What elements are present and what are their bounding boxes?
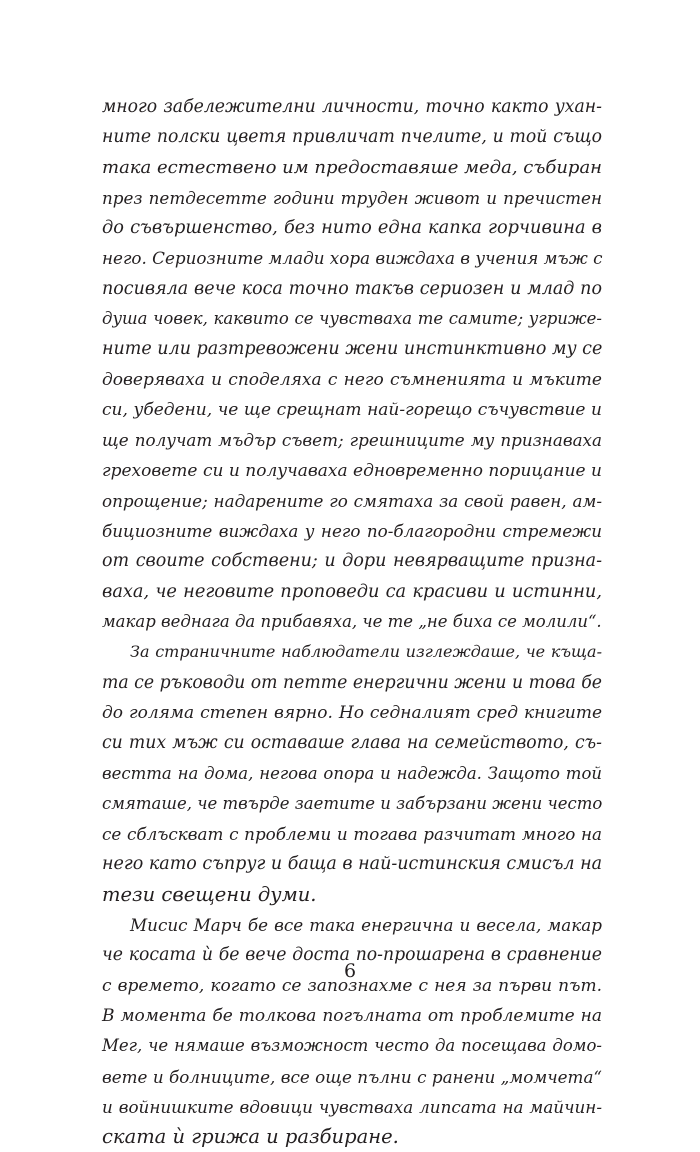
text-line: от своите собствени; и дори невярващите призна- <box>102 551 602 572</box>
text-line: така естествено им предоставяше меда, събиран <box>102 156 603 178</box>
text-line: смяташе, че твърде заетите и забързани жени често <box>102 793 603 813</box>
text-line: греховете си и получаваха едновременно порицание и <box>102 460 602 481</box>
text-line: бициозните виждаха у него по-благородни стремежи <box>102 521 602 542</box>
text-line: вестта на дома, негова опора и надежда. Защото той <box>102 763 602 783</box>
text-line: ще получат мъдър съвет; грешниците му признаваха <box>102 430 602 451</box>
text-line: вете и болниците, все още пълни с ранени „момчета“ <box>102 1066 602 1087</box>
text-line: посивяла вече коса точно такъв сериозен и млад по <box>102 278 602 299</box>
body-text <box>102 92 602 1152</box>
text-line: до голяма степен вярно. Но седналият сред книгите <box>102 702 602 723</box>
text-line: ните или разтревожени жени инстинктивно му се <box>102 339 603 360</box>
text-line: че косата ѝ бе вече доста по-прошарена в сравнение <box>102 945 602 966</box>
text-line: се сблъскват с проблеми и тогава разчитат много на <box>102 824 602 845</box>
text-line: макар веднага да прибавяха, че те „не биха се молили“. <box>102 612 602 632</box>
paragraph <box>102 637 602 910</box>
text-line: си тих мъж си оставаше глава на семейството, съ- <box>102 733 602 754</box>
text-line: Мисис Марч бе все така енергична и весела, макар <box>130 915 602 936</box>
text-line: до съвършенство, без нито една капка горчивина в <box>102 218 602 239</box>
text-line: В момента бе толкова погълната от проблемите на <box>102 1005 602 1026</box>
text-line: през петдесетте години труден живот и пречистен <box>102 187 602 208</box>
text-line: ните полски цветя привличат пчелите, и той също <box>102 127 602 148</box>
text-line: доверяваха и споделяха с него съмненията и мъките <box>102 369 602 390</box>
paragraph <box>102 910 602 1152</box>
text-line: Мег, че нямаше възможност често да посещава домо- <box>102 1036 602 1056</box>
text-line: и войнишките вдовици чувстваха липсата на майчин- <box>102 1096 602 1117</box>
paragraph <box>102 92 602 637</box>
text-line: ваха, че неговите проповеди са красиви и истинни, <box>102 581 602 602</box>
text-line: ската ѝ грижа и разбиране. <box>102 1125 399 1149</box>
text-line: с времето, когато се запознахме с нея за първи път. <box>102 975 602 996</box>
text-line: душа човек, каквито се чувстваха те самите; угриже- <box>102 309 602 329</box>
text-line: та се ръководи от петте енергични жени и това бе <box>102 672 602 693</box>
text-line: тези свещени думи. <box>102 882 317 906</box>
page-number: 6 <box>343 960 357 982</box>
text-line: си, убедени, че ще срещнат най-горещо съчувствие и <box>102 399 602 420</box>
text-line: опрощение; надарените го смятаха за свой равен, ам- <box>102 490 602 511</box>
text-line: него. Сериозните млади хора виждаха в учения мъж с <box>102 248 603 269</box>
text-line: него като съпруг и баща в най-истинския смисъл на <box>102 854 603 875</box>
text-line: много забележителни личности, точно както ухан- <box>102 97 602 117</box>
text-line: За страничните наблюдатели изглеждаше, че къща- <box>130 642 602 662</box>
